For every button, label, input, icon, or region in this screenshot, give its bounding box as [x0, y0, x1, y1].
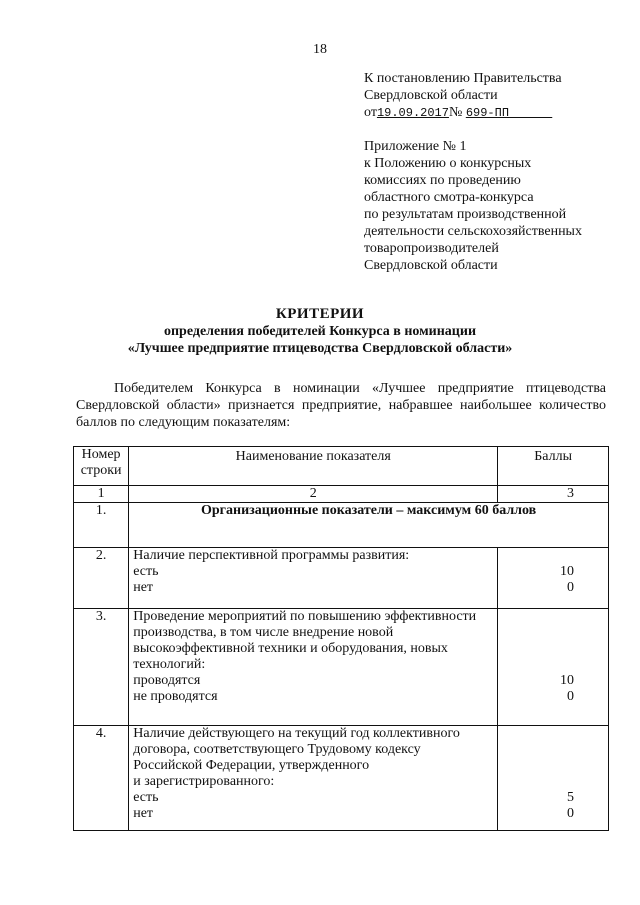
criterion-title: договора, соответствующего Трудовому кодексу [133, 742, 421, 757]
appendix-line: Свердловской области [364, 258, 498, 273]
criterion-option: нет [133, 580, 154, 595]
date-prefix: от [364, 105, 377, 120]
row-score [498, 609, 609, 726]
title-main: КРИТЕРИИ [275, 306, 365, 322]
appendix-line: товаропроизводителей [364, 241, 499, 256]
resolution-reference [364, 70, 624, 122]
table-row [74, 726, 609, 831]
criterion-option: есть [133, 790, 159, 805]
table-row [74, 548, 609, 609]
row-criterion [129, 609, 498, 726]
appendix-reference [364, 138, 624, 274]
header-score: Баллы [498, 447, 609, 486]
criterion-title: производства, в том числе внедрение новой [133, 625, 394, 640]
title-line-3: «Лучшее предприятие птицеводства Свердловской области» [127, 341, 513, 356]
title-line-2: определения победителей Конкурса в номинации [163, 324, 477, 339]
score-value: 0 [567, 806, 574, 821]
criteria-table [73, 446, 609, 831]
reference-line-2: Свердловской области [364, 88, 498, 103]
criterion-title: и зарегистрированного: [133, 774, 275, 789]
number-underline [509, 106, 552, 120]
table-header-row [74, 447, 609, 486]
appendix-line: Приложение № 1 [364, 139, 467, 154]
resolution-number: 699-ПП [465, 106, 510, 120]
appendix-line: областного смотра-конкурса [364, 190, 534, 205]
index-cell: 3 [498, 486, 609, 503]
criterion-option: не проводятся [133, 689, 218, 704]
criterion-option: проводятся [133, 673, 201, 688]
row-number: 1. [74, 503, 129, 548]
header-name: Наименование показателя [129, 447, 498, 486]
table-row [74, 609, 609, 726]
row-score [498, 548, 609, 609]
score-value: 5 [567, 790, 574, 805]
row-number: 2. [74, 548, 129, 609]
page-number: 18 [313, 42, 327, 57]
criterion-title: Российской Федерации, утвержденного [133, 758, 370, 773]
score-value: 0 [567, 580, 574, 595]
row-criterion [129, 548, 498, 609]
resolution-date: 19.09.2017 [376, 106, 449, 120]
row-number: 3. [74, 609, 129, 726]
number-prefix: № [448, 105, 463, 120]
appendix-line: к Положению о конкурсных [364, 156, 532, 171]
reference-line-1: К постановлению Правительства [364, 71, 562, 86]
score-value: 10 [560, 673, 574, 688]
table-section-row [74, 503, 609, 548]
criterion-title: Наличие действующего на текущий год коллективного [133, 726, 460, 741]
appendix-line: деятельности сельскохозяйственных [364, 224, 582, 239]
intro-paragraph: Победителем Конкурса в номинации «Лучшее предприятие птицеводства Свердловской области» признается предприятие, набравшее наибольшее количество баллов по следующим показателям: [76, 381, 606, 430]
criterion-title: Проведение мероприятий по повышению эффективности [133, 609, 477, 624]
score-value: 0 [567, 689, 574, 704]
criterion-option: есть [133, 564, 159, 579]
table-index-row [74, 486, 609, 503]
row-number: 4. [74, 726, 129, 831]
criterion-title: технологий: [133, 657, 206, 672]
section-title: Организационные показатели – максимум 60 баллов [129, 503, 609, 548]
document-title [0, 306, 640, 357]
appendix-line: комиссиях по проведению [364, 173, 521, 188]
reference-date-line [364, 104, 624, 122]
appendix-line: по результатам производственной [364, 207, 567, 222]
header-number: Номер строки [74, 447, 129, 486]
row-score [498, 726, 609, 831]
row-criterion [129, 726, 498, 831]
criterion-option: нет [133, 806, 154, 821]
criterion-title: высокоэффективной техники и оборудования, новых [133, 641, 448, 656]
score-value: 10 [560, 564, 574, 579]
criterion-title: Наличие перспективной программы развития: [133, 548, 410, 563]
index-cell: 2 [129, 486, 498, 503]
index-cell: 1 [74, 486, 129, 503]
